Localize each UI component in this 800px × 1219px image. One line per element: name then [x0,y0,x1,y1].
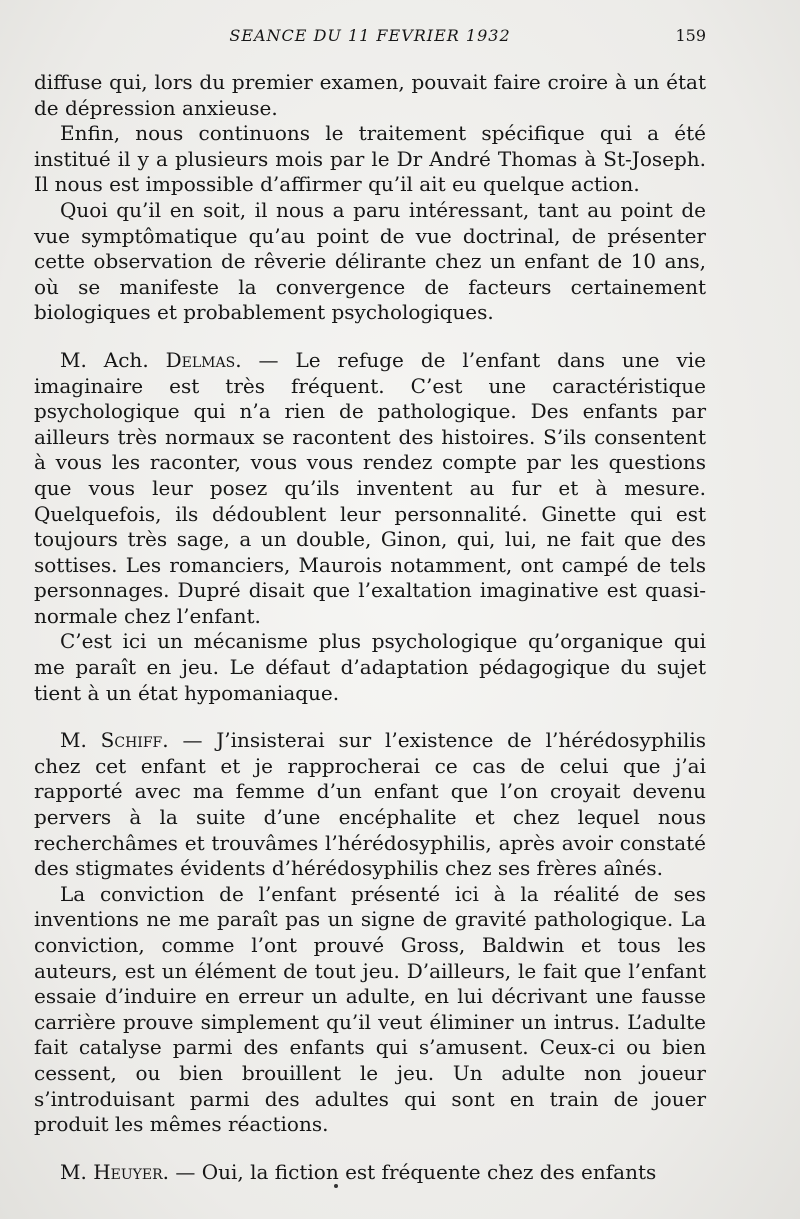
speaker-remark: . — Le refuge de l’enfant dans une vie imaginaire est très fréquent. C’est une caractéristique psychologique qui n’a rien de pathologique. Des enfants par ailleurs très normaux se racontent des histoires. S’ils consentent à vous les raconter, vous vous rendez compte par les questions que vous leur posez qu’ils inventent au fur et à mesure. Quelquefois, ils dédoublent leur personnalité. Ginette qui est toujours très sage, a un double, Ginon, qui, lui, ne fait que des sottises. Les romanciers, Maurois notamment, ont campé de tels personnages. Dupré disait que l’exaltation imaginative est quasi-normale chez l’enfant. [34,347,706,628]
discussion-schiff [34,728,706,882]
print-mark [334,1184,338,1188]
speaker-name: Heuyer [93,1159,163,1184]
speaker-name: Schiff [100,728,163,753]
body-text [34,70,706,1185]
speaker-name: Delmas [165,347,236,372]
paragraph-treatment: Enfin, nous continuons le traitement spécifique qui a été institué il y a plusieurs mois par le Dr André Thomas à St-Joseph. Il nous est impossible d’affirmer qu’il ait eu quelque action. [34,121,706,197]
page-number: 159 [675,26,706,45]
paragraph-conclusion: Quoi qu’il en soit, il nous a paru intéressant, tant au point de vue symptômatique qu’au point de vue doctrinal, de présenter cette observation de rêverie délirante chez un enfant de 10 ans, où se manifeste la convergence de facteurs certainement biologiques et probablement psychologiques. [34,197,706,325]
speaker-prefix: M. [60,1159,94,1184]
paragraph-continuation: diffuse qui, lors du premier examen, pouvait faire croire à un état de dépression anxieuse. [34,70,706,120]
speaker-remark: . — J’insisterai sur l’existence de l’hérédosyphilis chez cet enfant et je rapprocherai ce cas de celui que j’ai rapporté avec ma femme d’un enfant que l’on croyait devenu pervers à la suite d’une encéphalite et chez lequel nous recherchâmes et trouvâmes l’hérédosyphilis, après avoir constaté des stigmates évidents d’hérédosyphilis chez ses frères aînés. [34,728,706,881]
page-header [34,24,706,50]
running-head: SEANCE DU 11 FEVRIER 1932 [229,26,511,45]
paragraph-delmas-continued: C’est ici un mécanisme plus psychologique qu’organique qui me paraît en jeu. Le défaut d’adaptation pédagogique du sujet tient à un état hypomaniaque. [34,629,706,705]
speaker-prefix: M. [60,728,101,753]
speaker-prefix: M. Ach. [60,347,166,372]
paragraph-schiff-continued: La conviction de l’enfant présenté ici à la réalité de ses inventions ne me paraît pas un signe de gravité pathologique. La conviction, comme l’ont prouvé Gross, Baldwin et tous les auteurs, est un élément de tout jeu. D’ailleurs, le fait que l’enfant essaie d’induire en erreur un adulte, en lui décrivant une fausse carrière prouve simplement qu’il veut éliminer un intrus. L’adulte fait catalyse parmi des enfants qui s’amusent. Ceux-ci ou bien cessent, ou bien brouillent le jeu. Un adulte non joueur s’introduisant parmi des adultes qui sont en train de jouer produit les mêmes réactions. [34,881,706,1137]
speaker-remark: . — Oui, la fiction est fréquente chez des enfants [162,1159,657,1184]
discussion-delmas [34,348,706,630]
discussion-heuyer [34,1160,706,1186]
